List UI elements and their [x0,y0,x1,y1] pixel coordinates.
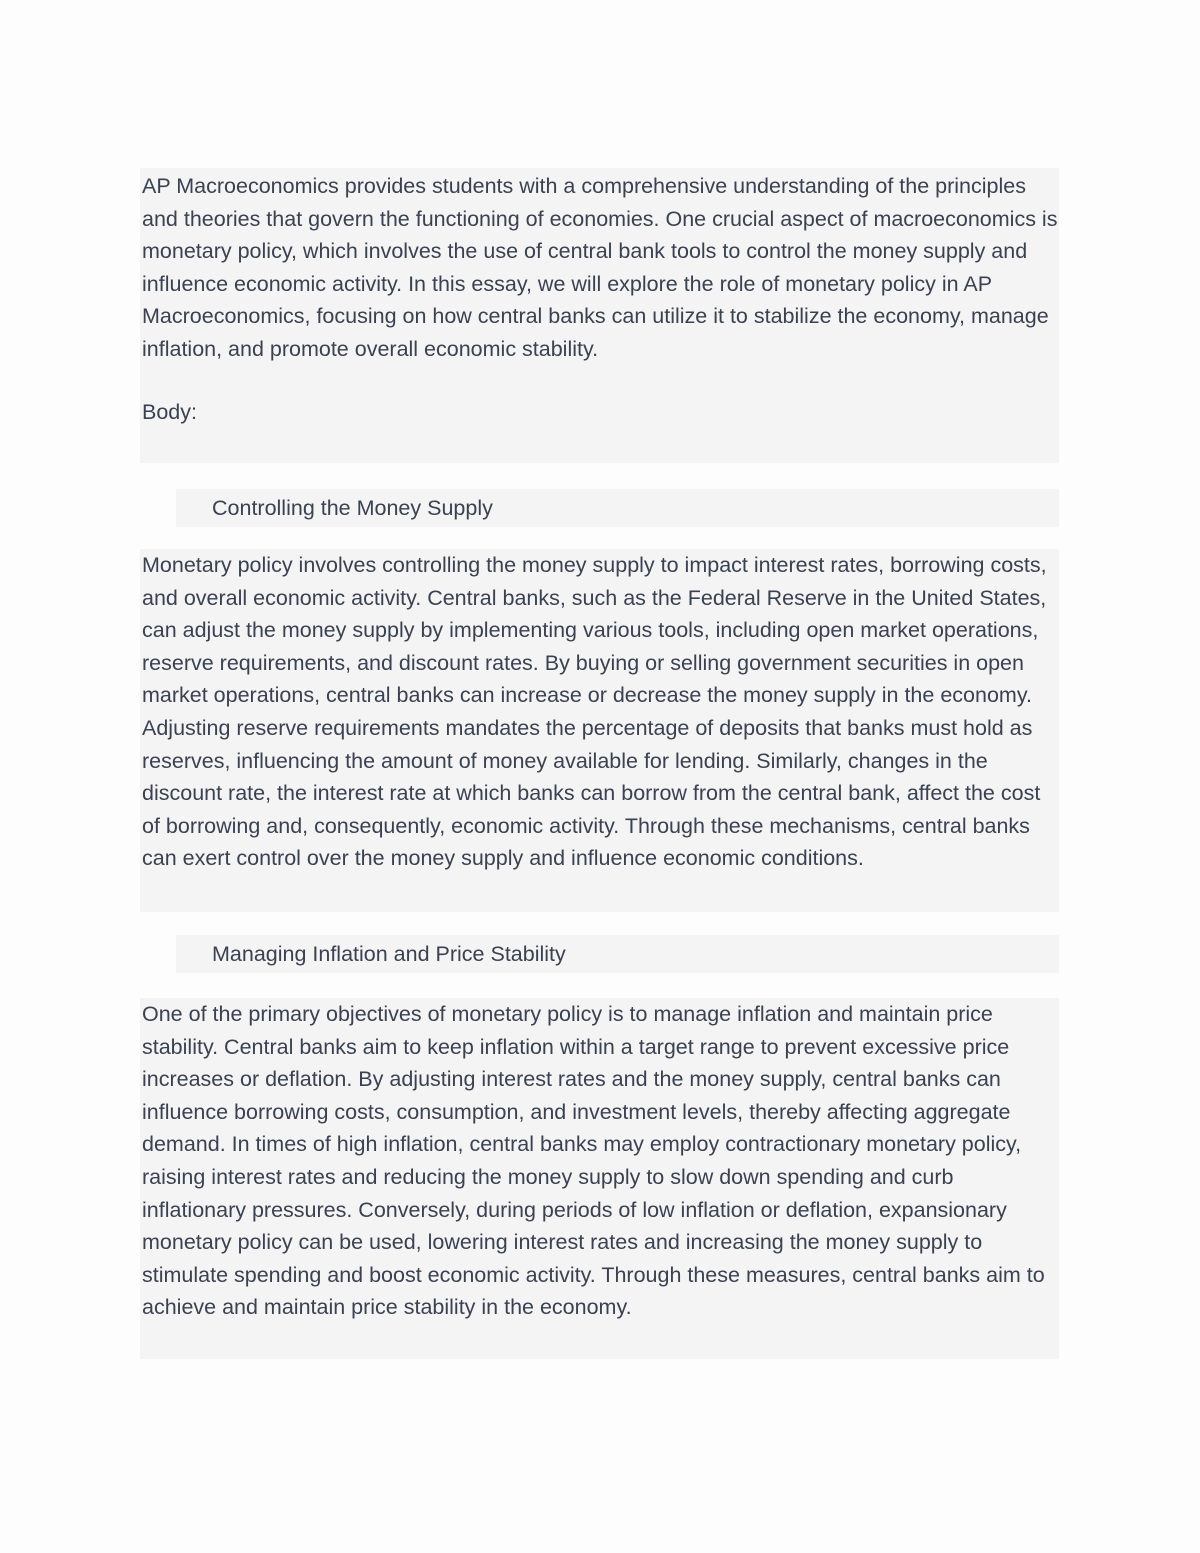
section-paragraph-money-supply [140,549,1059,912]
intro-block [140,168,1059,463]
paragraph-text: Monetary policy involves controlling the money supply to impact interest rates, borrowing costs, and overall economic activity. Central banks, such as the Federal Reserve in the United States, can adjust the money supply by implementing various tools, including open market operations, reserve requirements, and discount rates. By buying or selling government securities in open market operations, central banks can increase or decrease the money supply in the economy. Adjusting reserve requirements mandates the percentage of deposits that banks must hold as reserves, influencing the amount of money available for lending. Similarly, changes in the discount rate, the interest rate at which banks can borrow from the central bank, affect the cost of borrowing and, consequently, economic activity. Through these mechanisms, central banks can exert control over the money supply and influence economic conditions. [142,553,1047,871]
section-paragraph-inflation [140,998,1059,1359]
section-heading-inflation: Managing Inflation and Price Stability [176,935,1059,973]
body-label: Body: [142,399,197,424]
paragraph-text: One of the primary objectives of monetary policy is to manage inflation and maintain price stability. Central banks aim to keep inflation within a target range to prevent excessive price increases or deflation. By adjusting interest rates and the money supply, central banks can influence borrowing costs, consumption, and investment levels, thereby affecting aggregate demand. In times of high inflation, central banks may employ contractionary monetary policy, raising interest rates and reducing the money supply to slow down spending and curb inflationary pressures. Conversely, during periods of low inflation or deflation, expansionary monetary policy can be used, lowering interest rates and increasing the money supply to stimulate spending and boost economic activity. Through these measures, central banks aim to achieve and maintain price stability in the economy. [142,1002,1045,1320]
section-heading-money-supply: Controlling the Money Supply [176,489,1059,527]
intro-paragraph: AP Macroeconomics provides students with a comprehensive understanding of the principles and theories that govern the functioning of economies. One crucial aspect of macroeconomics is monetary policy, which involves the use of central bank tools to control the money supply and influence economic activity. In this essay, we will explore the role of monetary policy in AP Macroeconomics, focusing on how central banks can utilize it to stabilize the economy, manage inflation, and promote overall economic stability. [142,174,1058,361]
